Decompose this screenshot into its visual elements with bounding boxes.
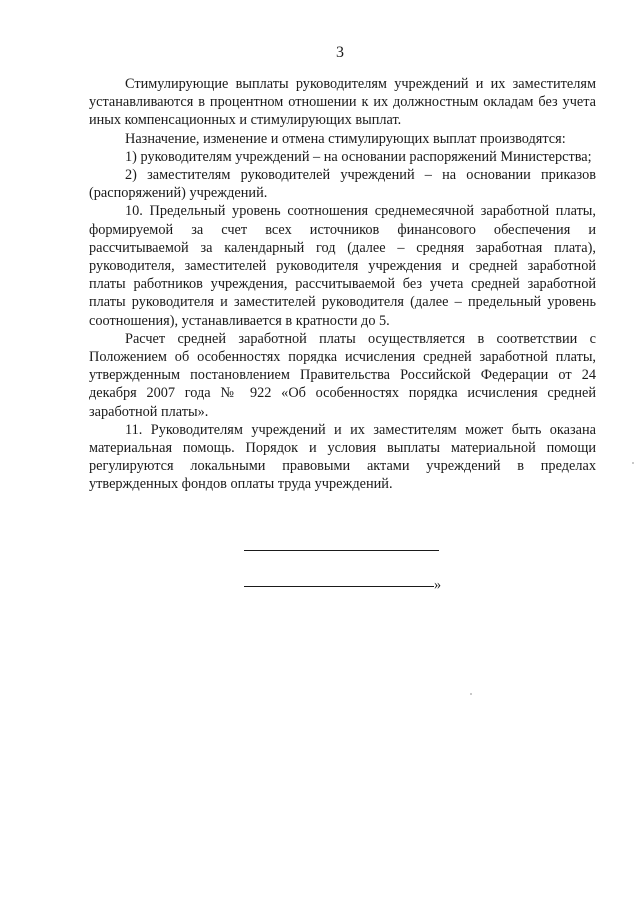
page-number: 3 xyxy=(336,44,344,61)
paragraph-stimulating-payments: Стимулирующие выплаты руководителям учреждений и их заместителям устанавливаются в процентном отношении к их должностным окладам без учета иных компенсационных и стимулирующих выплат. xyxy=(89,76,596,129)
scan-speck xyxy=(632,462,634,464)
paragraph-salary-calculation: Расчет средней заработной платы осуществляется в соответствии с Положением об особенностях порядка исчисления средней заработной платы, утвержденным постановлением Правительства Российской Федерации от 24 декабря 2007 года № 922 «Об особенностях порядка исчисления средней заработной платы». xyxy=(89,330,596,420)
separator-line xyxy=(244,550,439,551)
list-item-heads: 1) руководителям учреждений – на основании распоряжений Министерства; xyxy=(125,148,592,165)
closing-quote-mark: » xyxy=(434,577,442,593)
paragraph-clause-10: 10. Предельный уровень соотношения среднемесячной заработной платы, формируемой за счет всех источников финансового обеспечения и рассчитываемой за календарный год (далее – средняя заработная плата), руководителя, заместителей руководителя учреждения и средней заработной платы работников учреждения, рассчитываемой без учета средней заработной платы руководителя и заместителей руководителя (далее – предельный уровень соотношения), устанавливается в кратности до 5. xyxy=(89,203,596,329)
closing-line xyxy=(244,586,434,587)
document-body xyxy=(89,75,596,494)
paragraph-assignment: Назначение, изменение и отмена стимулирующих выплат производятся: xyxy=(125,130,566,147)
list-item-deputies: 2) заместителям руководителей учреждений – на основании приказов (распоряжений) учреждений. xyxy=(89,167,596,202)
scan-speck xyxy=(470,693,472,695)
paragraph-clause-11: 11. Руководителям учреждений и их заместителям может быть оказана материальная помощь. Порядок и условия выплаты материальной помощи регулируются локальными правовыми актами учреждений в пределах утвержденных фондов оплаты труда учреждений. xyxy=(89,421,596,493)
